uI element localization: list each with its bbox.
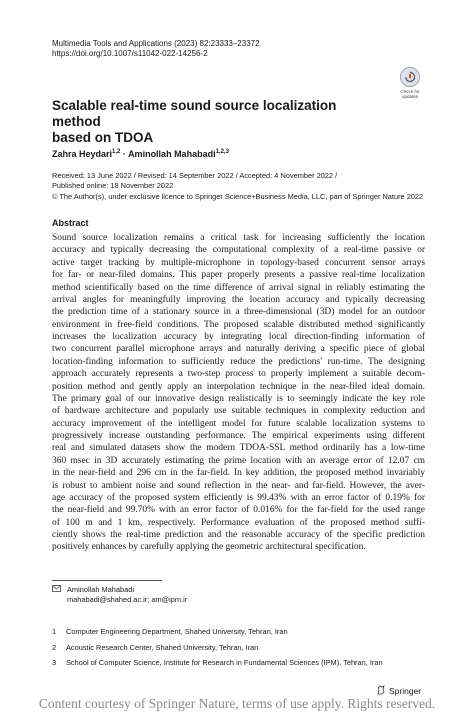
abstract-line: of hardware architecture and popularly use suitable techniques in complexity reduction and <box>52 406 425 417</box>
abstract-line: is robust to ambient noise and sound reflection in the near- and far-field. However, the aver- <box>52 480 425 491</box>
corresponding-emails[interactable]: mahabadi@shahed.ac.ir; am@ipm.ir <box>67 595 188 604</box>
author-2-affiliations: 1,2,3 <box>215 149 229 155</box>
affiliation-2 <box>52 643 258 653</box>
author-1[interactable]: Zahra Heydari <box>52 149 113 159</box>
doi-link[interactable]: https://doi.org/10.1007/s11042-022-14256-2 <box>52 49 208 58</box>
abstract-line: The primary goal of our innovative design realistically is to seemingly indicate the key role <box>52 393 425 404</box>
author-separator: · <box>122 149 126 159</box>
author-2[interactable]: Aminollah Mahabadi <box>128 149 216 159</box>
check-updates-icon <box>400 67 420 87</box>
abstract-line: environment in free-field conditions. The proposed scalable distributed method significantly <box>52 319 425 330</box>
abstract-line: arrival angles for meaningfully improving the location accuracy and typically decreasing <box>52 294 425 305</box>
title-line-2: based on TDOA <box>52 130 154 145</box>
abstract-line: progressively increase outstanding performance. The empirical experiments using different <box>52 431 425 441</box>
springer-label: Springer <box>389 686 422 696</box>
affiliation-number: 1 <box>52 627 57 636</box>
copyright-line: © The Author(s), under exclusive licence to Springer Science+Business Media, LLC, part of Springer Nature 2022 <box>52 192 424 201</box>
abstract-line: Sound source localization remains a critical task for increasing sufficiently the location <box>52 233 425 243</box>
affiliation-text: Acoustic Research Center, Shahed University, Tehran, Iran <box>66 643 259 652</box>
check-updates-label-2: updates <box>401 94 418 99</box>
abstract-line: active target tracking by multiple-microphone in topology-based concurrent sensor arrays <box>52 257 425 268</box>
history-dates-1: Received: 13 June 2022 / Revised: 14 September 2022 / Accepted: 4 November 2022 / <box>52 171 338 180</box>
affiliation-3 <box>52 658 383 668</box>
abstract-line: increases the localization accuracy by integrating local direction-finding information of <box>52 332 425 342</box>
abstract-line: in the near-field and 296 cm in the far-field. In key addition, the proposed method invariably <box>52 468 425 479</box>
affiliation-number: 3 <box>52 658 57 667</box>
abstract-line: position method and gently apply an interpolation technique in the near-filed ideal domain. <box>52 381 425 392</box>
affiliation-text: Computer Engineering Department, Shahed University, Tehran, Iran <box>66 627 288 636</box>
abstract-heading: Abstract <box>52 218 89 228</box>
abstract-line: the prediction time of a stationary source in a three-dimensional (3D) model for an outdoor <box>52 307 425 318</box>
abstract-line: ciently shows the real-time prediction and the reasonable accuracy of the specific prediction <box>52 530 425 540</box>
abstract-line: of 100 m and 1 km, respectively. Performance evaluation of the proposed method suffi- <box>52 517 425 528</box>
abstract-line: age accuracy of the proposed system efficiently is 99.43% with an error factor of 0.19% for <box>52 492 425 503</box>
check-for-updates-button[interactable] <box>395 67 425 101</box>
abstract-line: for far- or near-filed domains. This paper properly presents a passive real-time localization <box>52 270 425 281</box>
abstract-line: method scientifically based on the time difference of arrival signal in reliably estimating the <box>52 282 425 293</box>
abstract-line: real and simulated datasets show the modern TDOA-SSL method ordinarily has a low-time <box>52 443 425 454</box>
abstract-line: location-finding information to sufficiently reduce the predictions' run-time. The designing <box>52 356 425 367</box>
paper-title <box>52 98 382 146</box>
author-list <box>52 147 229 160</box>
abstract-body <box>52 232 425 554</box>
journal-citation: Multimedia Tools and Applications (2023) 82:23333–23372 <box>52 39 260 48</box>
abstract-line: accuracy improvement of the intelligent model for future scalable localization systems to <box>52 418 425 429</box>
footnote-divider <box>52 580 162 581</box>
abstract-line: approach accurately represents a two-step process to properly implement a suitable decom- <box>52 369 425 380</box>
affiliation-1 <box>52 627 288 637</box>
check-updates-label-1: Check for <box>400 89 420 94</box>
author-1-affiliations: 1,2 <box>112 149 121 155</box>
envelope-icon <box>52 585 61 595</box>
title-line-1: Scalable real-time sound source localization method <box>52 98 337 129</box>
abstract-line: 360 msec in 3D accurately estimating the prime location with an average error of 12.07 cm <box>52 455 425 466</box>
abstract-line: two concurrent parallel microphone arrays and naturally deriving a specific piece of global <box>52 344 425 355</box>
history-dates-2: Published online: 18 November 2022 <box>52 181 174 190</box>
abstract-line: positively enhances by carefully applying the geometric architectural specification. <box>52 542 366 553</box>
abstract-line: the near-field and 99.70% with an error factor of 0.016% for the far-field for the used range <box>52 505 425 516</box>
courtesy-watermark: Content courtesy of Springer Nature, terms of use apply. Rights reserved. <box>38 696 436 711</box>
affiliation-number: 2 <box>52 643 57 652</box>
abstract-line: accuracy and typically decreasing the computational complexity of a real-time passive or <box>52 245 425 256</box>
corresponding-author <box>52 585 187 605</box>
affiliation-text: School of Computer Science, Institute for Research in Fundamental Sciences (IPM), Tehran, Iran <box>66 658 383 667</box>
corresponding-name: Aminollah Mahabadi <box>67 585 134 594</box>
